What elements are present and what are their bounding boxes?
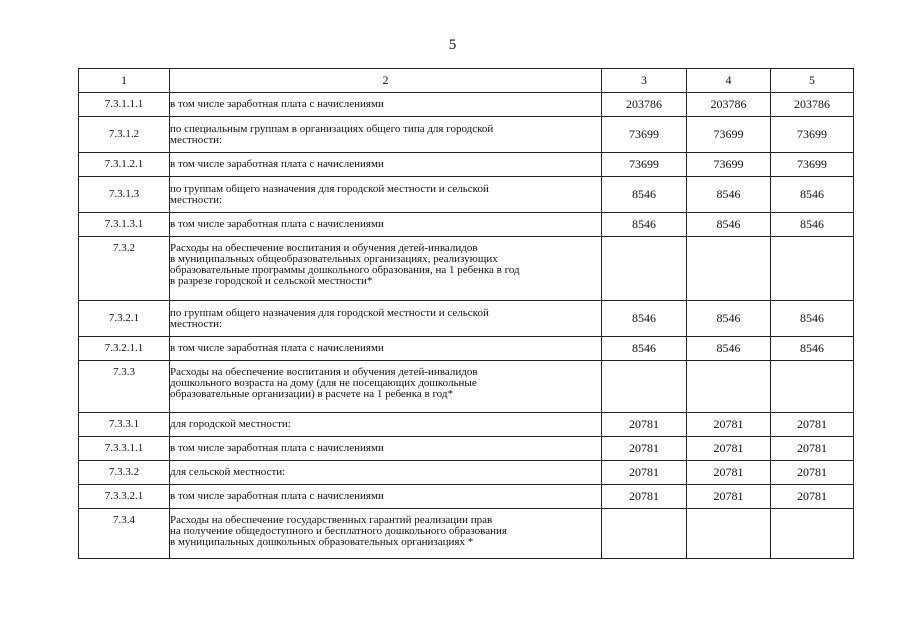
row-value-col-3	[602, 509, 687, 559]
row-value-col-3: 73699	[602, 117, 687, 153]
header-col-4: 4	[687, 69, 771, 93]
row-value-col-3	[602, 237, 687, 301]
row-value-col-3: 8546	[602, 177, 687, 213]
table-row	[79, 153, 854, 177]
row-value-col-4: 20781	[687, 437, 771, 461]
row-value-col-5: 8546	[771, 337, 854, 361]
row-code: 7.3.3.2	[79, 461, 170, 485]
row-description	[170, 485, 602, 509]
row-value-col-3: 73699	[602, 153, 687, 177]
header-col-3: 3	[602, 69, 687, 93]
description-line: Расходы на обеспечение воспитания и обучения детей-инвалидов	[170, 242, 478, 254]
row-value-col-3: 203786	[602, 93, 687, 117]
row-code: 7.3.3	[79, 361, 170, 413]
row-value-col-5: 73699	[771, 117, 854, 153]
row-value-col-5: 203786	[771, 93, 854, 117]
table-row	[79, 337, 854, 361]
row-value-col-4: 20781	[687, 461, 771, 485]
description-line: в разрезе городской и сельской местности*	[170, 275, 373, 287]
data-table	[78, 68, 854, 559]
description-line: в муниципальных общеобразовательных организациях, реализующих	[170, 253, 498, 265]
header-col-5: 5	[771, 69, 854, 93]
row-value-col-3: 20781	[602, 485, 687, 509]
row-value-col-3: 20781	[602, 461, 687, 485]
row-value-col-5: 20781	[771, 485, 854, 509]
row-value-col-3: 8546	[602, 301, 687, 337]
row-value-col-4: 73699	[687, 117, 771, 153]
row-code: 7.3.4	[79, 509, 170, 559]
table-row	[79, 237, 854, 301]
row-value-col-3	[602, 361, 687, 413]
description-line: местности:	[170, 133, 223, 146]
row-code: 7.3.1.3	[79, 177, 170, 213]
row-code: 7.3.3.1.1	[79, 437, 170, 461]
page-number: 5	[448, 37, 457, 53]
row-value-col-4: 20781	[687, 413, 771, 437]
table-body	[79, 69, 854, 559]
row-code: 7.3.1.2.1	[79, 153, 170, 177]
row-code: 7.3.3.1	[79, 413, 170, 437]
description-line: для сельской местности:	[170, 466, 286, 478]
row-description	[170, 237, 602, 301]
description-line: дошкольного возраста на дому (для не посещающих дошкольные	[170, 377, 477, 389]
row-description	[170, 177, 602, 213]
description-line: в том числе заработная плата с начислениями	[170, 218, 384, 230]
row-description	[170, 301, 602, 337]
row-value-col-5: 8546	[771, 177, 854, 213]
table-row	[79, 177, 854, 213]
row-value-col-3: 20781	[602, 413, 687, 437]
row-value-col-4	[687, 509, 771, 559]
table-row	[79, 437, 854, 461]
row-description	[170, 93, 602, 117]
description-line: для городской местности:	[170, 418, 291, 430]
table-row	[79, 117, 854, 153]
description-line: в том числе заработная плата с начислениями	[170, 98, 384, 110]
row-value-col-5: 20781	[771, 461, 854, 485]
row-value-col-4: 8546	[687, 213, 771, 237]
description-line: местности:	[170, 317, 223, 330]
row-value-col-5	[771, 509, 854, 559]
row-value-col-5: 8546	[771, 213, 854, 237]
table-row	[79, 213, 854, 237]
row-value-col-5	[771, 237, 854, 301]
row-value-col-4	[687, 237, 771, 301]
row-description	[170, 213, 602, 237]
table-row	[79, 509, 854, 559]
description-line: Расходы на обеспечение государственных гарантий реализации прав	[170, 514, 493, 526]
row-description	[170, 337, 602, 361]
row-value-col-5	[771, 361, 854, 413]
row-value-col-5: 20781	[771, 413, 854, 437]
header-col-1: 1	[79, 69, 170, 93]
row-value-col-3: 8546	[602, 213, 687, 237]
table-row	[79, 461, 854, 485]
row-description	[170, 117, 602, 153]
row-code: 7.3.1.3.1	[79, 213, 170, 237]
description-line: по группам общего назначения для городской местности и сельской	[170, 182, 489, 195]
table-header-row	[79, 69, 854, 93]
description-line: местности:	[170, 193, 223, 206]
table-row	[79, 485, 854, 509]
description-line: образовательные программы дошкольного образования, на 1 ребенка в год	[170, 264, 520, 276]
description-line: в том числе заработная плата с начислениями	[170, 442, 384, 454]
row-value-col-3: 20781	[602, 437, 687, 461]
row-value-col-5: 20781	[771, 437, 854, 461]
row-value-col-4: 8546	[687, 301, 771, 337]
header-col-2: 2	[170, 69, 602, 93]
table-row	[79, 413, 854, 437]
table-row	[79, 93, 854, 117]
row-value-col-5: 73699	[771, 153, 854, 177]
description-line: в муниципальных дошкольных образовательных организациях *	[170, 536, 474, 548]
description-line: по специальным группам в организациях общего типа для городской	[170, 122, 494, 135]
row-value-col-4: 8546	[687, 337, 771, 361]
description-line: в том числе заработная плата с начислениями	[170, 158, 384, 170]
description-line: Расходы на обеспечение воспитания и обучения детей-инвалидов	[170, 366, 478, 378]
row-description	[170, 153, 602, 177]
row-value-col-5: 8546	[771, 301, 854, 337]
row-value-col-4: 203786	[687, 93, 771, 117]
row-value-col-4: 20781	[687, 485, 771, 509]
row-code: 7.3.2.1.1	[79, 337, 170, 361]
description-line: в том числе заработная плата с начислениями	[170, 490, 384, 502]
row-code: 7.3.1.1.1	[79, 93, 170, 117]
row-code: 7.3.3.2.1	[79, 485, 170, 509]
row-description	[170, 461, 602, 485]
row-value-col-4	[687, 361, 771, 413]
row-code: 7.3.2.1	[79, 301, 170, 337]
row-value-col-4: 8546	[687, 177, 771, 213]
row-description	[170, 437, 602, 461]
row-value-col-3: 8546	[602, 337, 687, 361]
row-description	[170, 413, 602, 437]
row-code: 7.3.2	[79, 237, 170, 301]
table-row	[79, 301, 854, 337]
description-line: в том числе заработная плата с начислениями	[170, 342, 384, 354]
row-description	[170, 509, 602, 559]
row-description	[170, 361, 602, 413]
description-line: на получение общедоступного и бесплатного дошкольного образования	[170, 525, 507, 537]
description-line: образовательные организации) в расчете на 1 ребенка в год*	[170, 388, 453, 400]
description-line: по группам общего назначения для городской местности и сельской	[170, 306, 489, 319]
row-value-col-4: 73699	[687, 153, 771, 177]
row-code: 7.3.1.2	[79, 117, 170, 153]
table-row	[79, 361, 854, 413]
